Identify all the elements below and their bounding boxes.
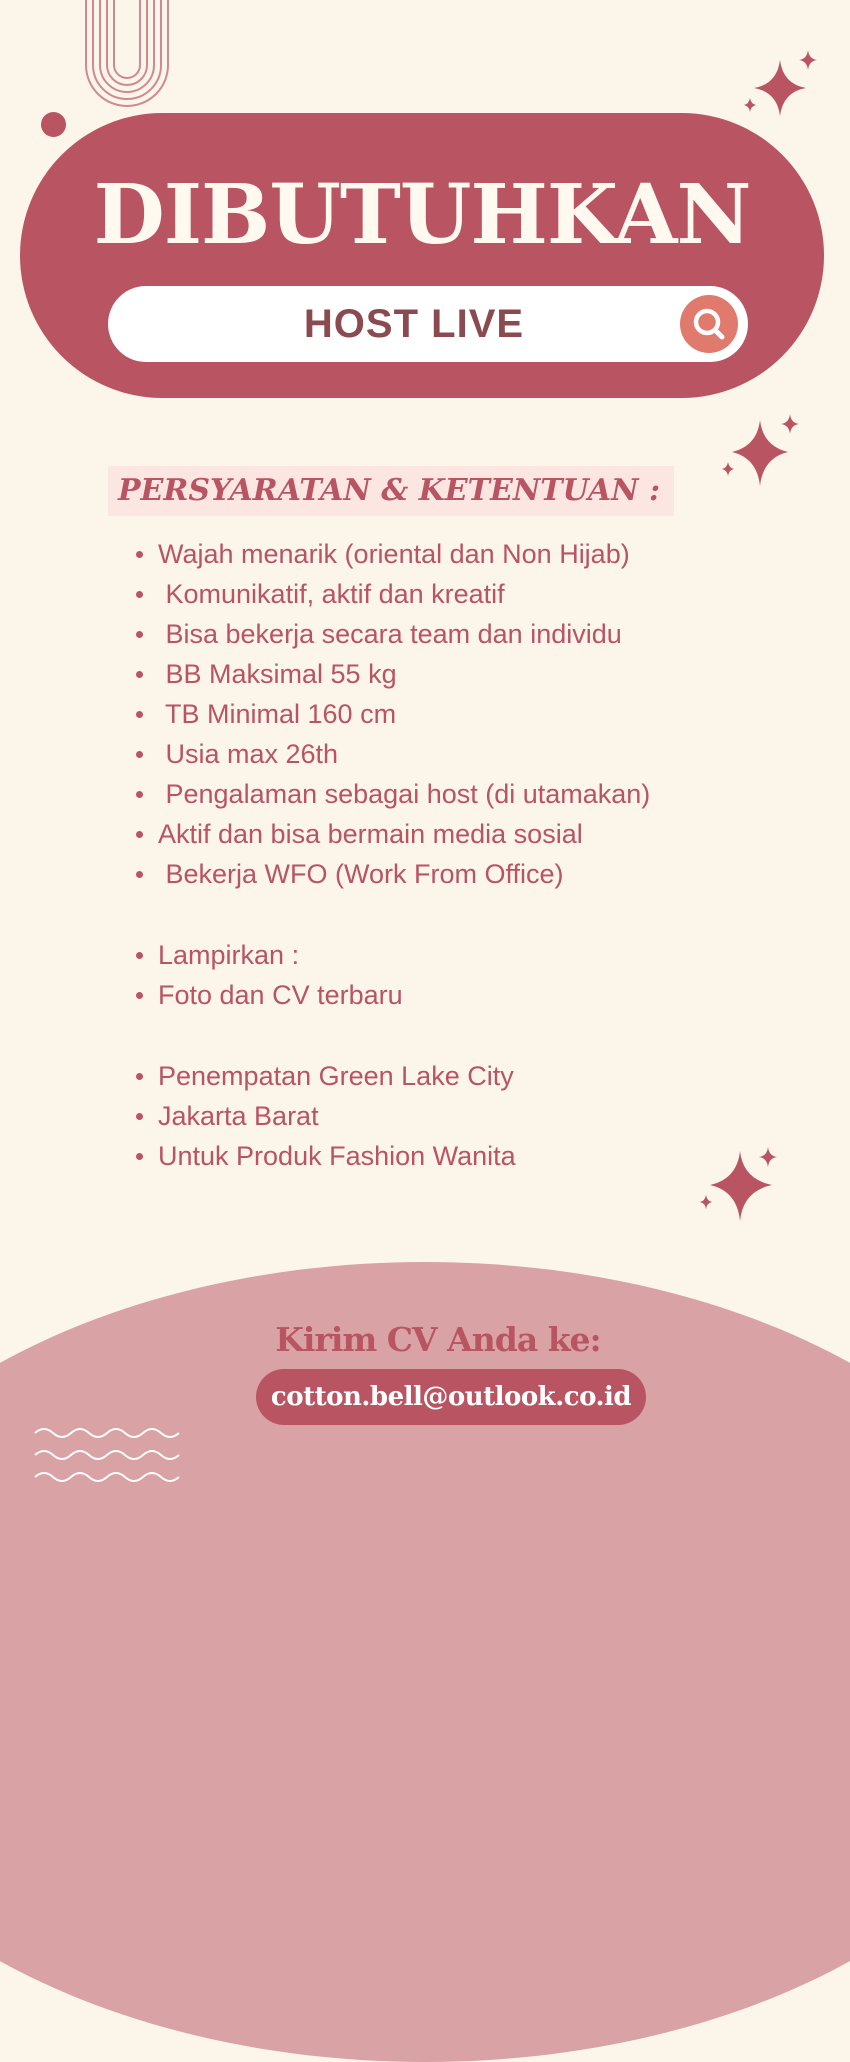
page-title: DIBUTUHKAN <box>93 167 751 263</box>
list-item: Pengalaman sebagai host (di utamakan) <box>135 774 650 814</box>
cta-text: Kirim CV Anda ke: <box>275 1320 601 1359</box>
search-text: HOST LIVE <box>303 302 525 346</box>
list-item: Lampirkan : <box>135 935 403 975</box>
decorative-dot <box>41 112 66 137</box>
placement-list <box>135 1056 516 1176</box>
list-item: Jakarta Barat <box>135 1096 516 1136</box>
list-item: Bisa bekerja secara team dan individu <box>135 614 650 654</box>
requirements-title: PERSYARATAN & KETENTUAN : <box>108 466 674 516</box>
email-link[interactable]: cotton.bell@outlook.co.id <box>256 1369 646 1425</box>
arch-lines-decoration <box>82 0 172 110</box>
list-item: Komunikatif, aktif dan kreatif <box>135 574 650 614</box>
list-item: Penempatan Green Lake City <box>135 1056 516 1096</box>
wave-lines-decoration <box>33 1425 185 1487</box>
search-bar[interactable] <box>108 286 748 362</box>
attachments-list <box>135 935 403 1015</box>
search-button[interactable] <box>680 295 738 353</box>
list-item: Aktif dan bisa bermain media sosial <box>135 814 650 854</box>
sparkle-icon <box>738 48 823 128</box>
list-item: Foto dan CV terbaru <box>135 975 403 1015</box>
search-icon <box>680 295 738 353</box>
list-item: Bekerja WFO (Work From Office) <box>135 854 650 894</box>
sparkle-icon <box>698 1145 788 1225</box>
list-item: TB Minimal 160 cm <box>135 694 650 734</box>
requirements-list <box>135 534 650 894</box>
list-item: Wajah menarik (oriental dan Non Hijab) <box>135 534 650 574</box>
list-item: BB Maksimal 55 kg <box>135 654 650 694</box>
list-item: Untuk Produk Fashion Wanita <box>135 1136 516 1176</box>
list-item: Usia max 26th <box>135 734 650 774</box>
sparkle-icon <box>718 412 803 492</box>
